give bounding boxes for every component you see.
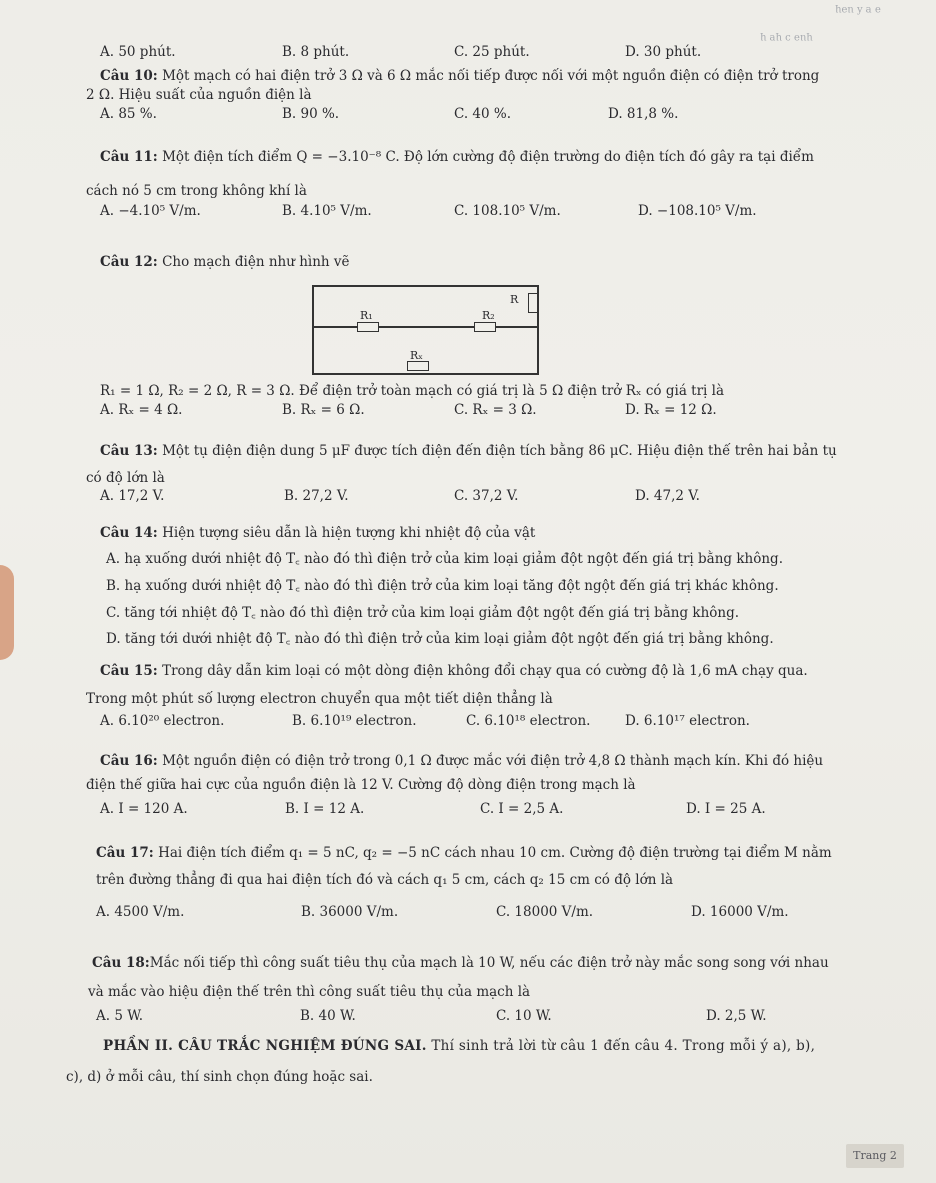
option-d: D. 30 phút.	[625, 44, 702, 60]
label-r: R	[510, 293, 519, 306]
option-c: C. 40 %.	[454, 106, 512, 122]
question-text: Cho mạch điện như hình vẽ	[162, 254, 350, 270]
question-number: Câu 16:	[100, 753, 158, 769]
q17-options	[96, 904, 816, 922]
question-10-cont: 2 Ω. Hiệu suất của nguồn điện là	[86, 87, 312, 103]
option-b: B. 27,2 V.	[284, 488, 349, 504]
question-text: Một nguồn điện có điện trở trong 0,1 Ω được mắc với điện trở 4,8 Ω thành mạch kín. Khi đó hiệu	[162, 753, 824, 769]
option-d: D. 81,8 %.	[608, 106, 679, 122]
question-number: Câu 12:	[100, 254, 158, 270]
option-d: D. tăng tới dưới nhiệt độ T꜀ nào đó thì điện trở của kim loại giảm đột ngột đến giá trị bằng không.	[106, 631, 774, 647]
question-16-cont: điện thế giữa hai cực của nguồn điện là 12 V. Cường độ dòng điện trong mạch là	[86, 777, 636, 793]
option-b: B. 6.10¹⁹ electron.	[292, 713, 417, 729]
option-b: B. 8 phút.	[282, 44, 350, 60]
option-a: A. I = 120 A.	[100, 801, 188, 817]
option-b: B. 90 %.	[282, 106, 340, 122]
option-a: A. −4.10⁵ V/m.	[100, 203, 201, 219]
option-b: B. 40 W.	[300, 1008, 356, 1024]
option-c: C. Rₓ = 3 Ω.	[454, 402, 537, 418]
question-number: Câu 15:	[100, 663, 158, 679]
option-b: B. hạ xuống dưới nhiệt độ T꜀ nào đó thì điện trở của kim loại tăng đột ngột đến giá trị khác không.	[106, 578, 779, 594]
option-a: A. hạ xuống dưới nhiệt độ T꜀ nào đó thì điện trở của kim loại giảm đột ngột đến giá trị bằng không.	[106, 551, 783, 567]
label-r1: R₁	[360, 309, 373, 322]
option-d: D. 16000 V/m.	[691, 904, 789, 920]
option-a: A. 50 phút.	[100, 44, 176, 60]
question-11	[100, 148, 814, 166]
option-b: B. 36000 V/m.	[301, 904, 399, 920]
option-d: D. Rₓ = 12 Ω.	[625, 402, 717, 418]
option-a: A. 4500 V/m.	[96, 904, 185, 920]
bleed-through-text: ɥuǝ ɔ ɥɐ ɥ	[760, 32, 813, 43]
option-a: A. Rₓ = 4 Ω.	[100, 402, 183, 418]
option-d: D. 2,5 W.	[706, 1008, 767, 1024]
option-a: A. 5 W.	[96, 1008, 144, 1024]
option-a: A. 6.10²⁰ electron.	[100, 713, 225, 729]
section-instructions: Thí sinh trả lời từ câu 1 đến câu 4. Trong mỗi ý a), b),	[431, 1038, 816, 1054]
option-c: C. 6.10¹⁸ electron.	[466, 713, 591, 729]
resistor-r1	[357, 322, 379, 332]
option-c: C. 25 phút.	[454, 44, 530, 60]
option-a: A. 17,2 V.	[100, 488, 165, 504]
q16-options	[100, 801, 800, 819]
q15-options	[100, 713, 800, 731]
section-heading	[103, 1038, 815, 1054]
question-18	[92, 954, 829, 972]
option-c: C. 37,2 V.	[454, 488, 519, 504]
option-d: D. 47,2 V.	[635, 488, 700, 504]
option-c: C. tăng tới nhiệt độ T꜀ nào đó thì điện trở của kim loại giảm đột ngột đến giá trị bằng không.	[106, 605, 740, 621]
question-10	[100, 67, 819, 85]
question-text: Một tụ điện điện dung 5 μF được tích điện đến điện tích bằng 86 μC. Hiệu điện thế trên hai bản tụ	[162, 443, 837, 459]
label-rx: Rₓ	[410, 349, 423, 362]
question-17-cont: trên đường thẳng đi qua hai điện tích đó và cách q₁ 5 cm, cách q₂ 15 cm có độ lớn là	[96, 872, 674, 888]
q13-options	[100, 488, 720, 506]
option-d: D. −108.10⁵ V/m.	[638, 203, 757, 219]
resistor-rx	[407, 361, 429, 371]
resistor-r	[528, 293, 538, 313]
q10-options	[100, 106, 720, 124]
question-18-cont: và mắc vào hiệu điện thế trên thì công suất tiêu thụ của mạch là	[88, 984, 531, 1000]
question-14	[100, 524, 535, 542]
option-c: C. I = 2,5 A.	[480, 801, 564, 817]
section-title: PHẦN II. CÂU TRẮC NGHIỆM ĐÚNG SAI.	[103, 1038, 427, 1054]
q9-options	[100, 44, 720, 62]
question-text: Một điện tích điểm Q = −3.10⁻⁸ C. Độ lớn cường độ điện trường do điện tích đó gây ra tại điểm	[162, 149, 814, 165]
q18-options	[96, 1008, 816, 1026]
q12-options	[100, 402, 720, 420]
question-number: Câu 13:	[100, 443, 158, 459]
question-number: Câu 11:	[100, 149, 158, 165]
section-instructions-cont: c), d) ở mỗi câu, thí sinh chọn đúng hoặc sai.	[66, 1069, 373, 1085]
question-number: Câu 10:	[100, 68, 158, 84]
question-12-cont: R₁ = 1 Ω, R₂ = 2 Ω, R = 3 Ω. Để điện trở toàn mạch có giá trị là 5 Ω điện trở Rₓ có giá trị là	[100, 383, 725, 399]
question-13-cont: có độ lớn là	[86, 470, 165, 486]
option-a: A. 85 %.	[100, 106, 157, 122]
option-b: B. I = 12 A.	[285, 801, 365, 817]
option-d: D. I = 25 A.	[686, 801, 766, 817]
finger-shadow	[0, 565, 14, 660]
page-number-badge: Trang 2	[846, 1144, 904, 1168]
question-16	[100, 752, 823, 770]
question-15	[100, 662, 808, 680]
question-12	[100, 253, 350, 271]
option-d: D. 6.10¹⁷ electron.	[625, 713, 750, 729]
question-text: Một mạch có hai điện trở 3 Ω và 6 Ω mắc nối tiếp được nối với một nguồn điện có điện trở trong	[162, 68, 820, 84]
resistor-r2	[474, 322, 496, 332]
option-c: C. 10 W.	[496, 1008, 552, 1024]
question-text: Mắc nối tiếp thì công suất tiêu thụ của mạch là 10 W, nếu các điện trở này mắc song song với nhau	[149, 955, 829, 971]
bleed-through-text: ǝ ɐ ʎ uǝɥ	[835, 4, 881, 15]
question-text: Hai điện tích điểm q₁ = 5 nC, q₂ = −5 nC cách nhau 10 cm. Cường độ điện trường tại điểm M nằm	[158, 845, 832, 861]
option-c: C. 18000 V/m.	[496, 904, 594, 920]
option-c: C. 108.10⁵ V/m.	[454, 203, 561, 219]
question-11-cont: cách nó 5 cm trong không khí là	[86, 183, 307, 199]
question-number: Câu 18:	[92, 955, 150, 971]
question-text: Trong dây dẫn kim loại có một dòng điện không đổi chạy qua có cường độ là 1,6 mA chạy qua.	[162, 663, 808, 679]
question-13	[100, 442, 837, 460]
question-15-cont: Trong một phút số lượng electron chuyển qua một tiết diện thẳng là	[86, 691, 553, 707]
q11-options	[100, 203, 760, 221]
label-r2: R₂	[482, 309, 495, 322]
question-text: Hiện tượng siêu dẫn là hiện tượng khi nhiệt độ của vật	[162, 525, 536, 541]
question-number: Câu 14:	[100, 525, 158, 541]
question-number: Câu 17:	[96, 845, 154, 861]
circuit-diagram	[282, 281, 552, 381]
option-b: B. Rₓ = 6 Ω.	[282, 402, 365, 418]
question-17	[96, 844, 832, 862]
option-b: B. 4.10⁵ V/m.	[282, 203, 372, 219]
